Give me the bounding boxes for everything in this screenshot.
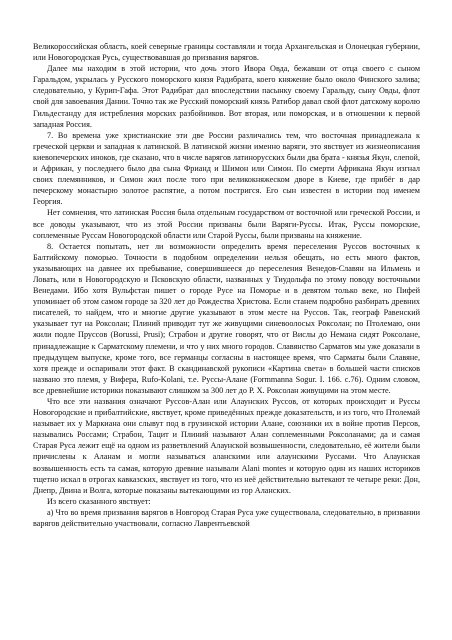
paragraph-7: Из всего сказанного явствует:	[47, 496, 151, 506]
paragraph-4: Нет сомнения, что латинская Россия была отдельным государством от восточной или греческой России, и все доводы указывают, что из этой России призваны были Варяги-Руссы. Итак, Руссы поморские, соплеменные Руссам Новогородской области или Старой Руссы, были призваны на княжение.	[33, 208, 420, 240]
paragraph-8: а) Что во время призвания варягов в Новгород Старая Руса уже существовала, следовательно, в призвании варягов действительно участвовали, согласно Лаврентьевской	[33, 507, 420, 529]
paragraph-5: 8. Остается попытать, нет ли возможности определить время переселения Руссов восточных к Балтийскому поморью. Точности в подобном определении нельзя обещать, но есть много фактов, указывающих на давнее их пребывание, совершившееся до переселения Венедов-Славян на Ильмень и Ловать, или в Новогородскую и Псковскую области, названных у Тиудольфа по этому поводу восточными Венедами. Ибо хотя Вульфстан пишет о городе Русе на Поморье и в девятом только веке, но Пифей упоминает об этом самом городе за 320 лет до Рождества Христова. Если станем подробно разбирать древних писателей, то найдем, что и многие другие указывают в этом месте на Руссов. Так, географ Равенский указывает тут на Роксолан; Плиний приводит тут же живущими синевоолосых Роксолан; по Птолемаю, они жили подле Пруссов (Borussi, Prusi); Страбон и другие говорят, что от Вислы до Немана сидят Роксолане, принадлежащие к Сарматскому племени, и что у них много городов. Славянство Сарматов мы уже доказали в предыдущем выпуске, кроме того, все германцы согласны в настоящее время, что Сарматы были Славяне, хотя прежде и оспаривали этот факт. В скандинавской рукописи «Картина света» в большей части списков названо это племя, у Вифера, Rufo-Kolani, т.е. Руссы-Алане (Formmanna Sogur. I. 166. c.76). Одним словом, все древнейшие историки показывают слишком за 300 лет до Р. Х. Роксолан живущими на этом месте.	[33, 241, 420, 395]
document-page	[33, 41, 420, 633]
paragraph-6: Что все эти названия означают Руссов-Алан или Алаунских Руссов, от которых происходит и Руссы Новогородские и прибалтийские, явствует, кроме приведённых прежде доказательств, и из того, что Птолемай называет их у Маркиана они слывут под в грузинской истории Алане, союзники их в войне против Персов, назывались Россами; Страбон, Тацит и Плиний называют Алан соплеменными Роксоланами; да и самая Старая Руса лежит ещё на одном из разветвлений Алаунской возвышенности, следовательно, её жители были причислены к Аланам и могли называться аланскими или алаунскими Руссами. Что Алаунская возвышенность есть та самая, которую древние называли Alani montes и которую один из наших историков тщетно искал в отрогах кавказских, явствует из того, что из неё действительно вытекают те четыре реки: Дон, Днепр, Двина и Волга, которые показаны вытекающими из гор Аланских.	[33, 397, 420, 495]
paragraph-3: 7. Во времена уже христианские эти две России различались тем, что восточная принадлежала к греческой церкви и западная к латинской. В латинской жизни именно варяги, это явствует из жизнеописания киевопечерских иноков, где сказано, что в числе варягов латинорусских были два брата - князья Якун, слепой, и Африкан, у последнего было два сына Фрианд и Шимон или Симон. По смерти Африкана Якун изгнал своих племянников, и Симон жил после того при великокняжеском дворе в Киеве, где прибёг в дар печерскому монастырю золотое распятие, а потом постригся. Его сын известен в истории под именем Георгия.	[33, 130, 420, 207]
paragraph-1: Великороссийская область, коей северные границы составляли и тогда Архангельская и Олонецкая губернии, или Новогородская Русь, существовавшая до призвания варягов.	[33, 42, 420, 63]
paragraph-2: Далее мы находим в этой истории, что дочь этого Ивора Овда, бежавши от отца своего с сыном Гаральдом, укрылась у Русского поморского князя Радибрата, коего княжение было около Финского залива; следовательно, у Курип-Гафа. Этот Радибрат дал впоследствии пасынку своему Гаральду, сыну Овды, флот свой для завоевания Дании. Точно так же Русский поморский князь Ратибор давал свой флот датскому королю Гильдестанду для истребления морских разбойников. Вот вторая, или поморская, и в отношении к первой западная Россия.	[33, 64, 420, 129]
